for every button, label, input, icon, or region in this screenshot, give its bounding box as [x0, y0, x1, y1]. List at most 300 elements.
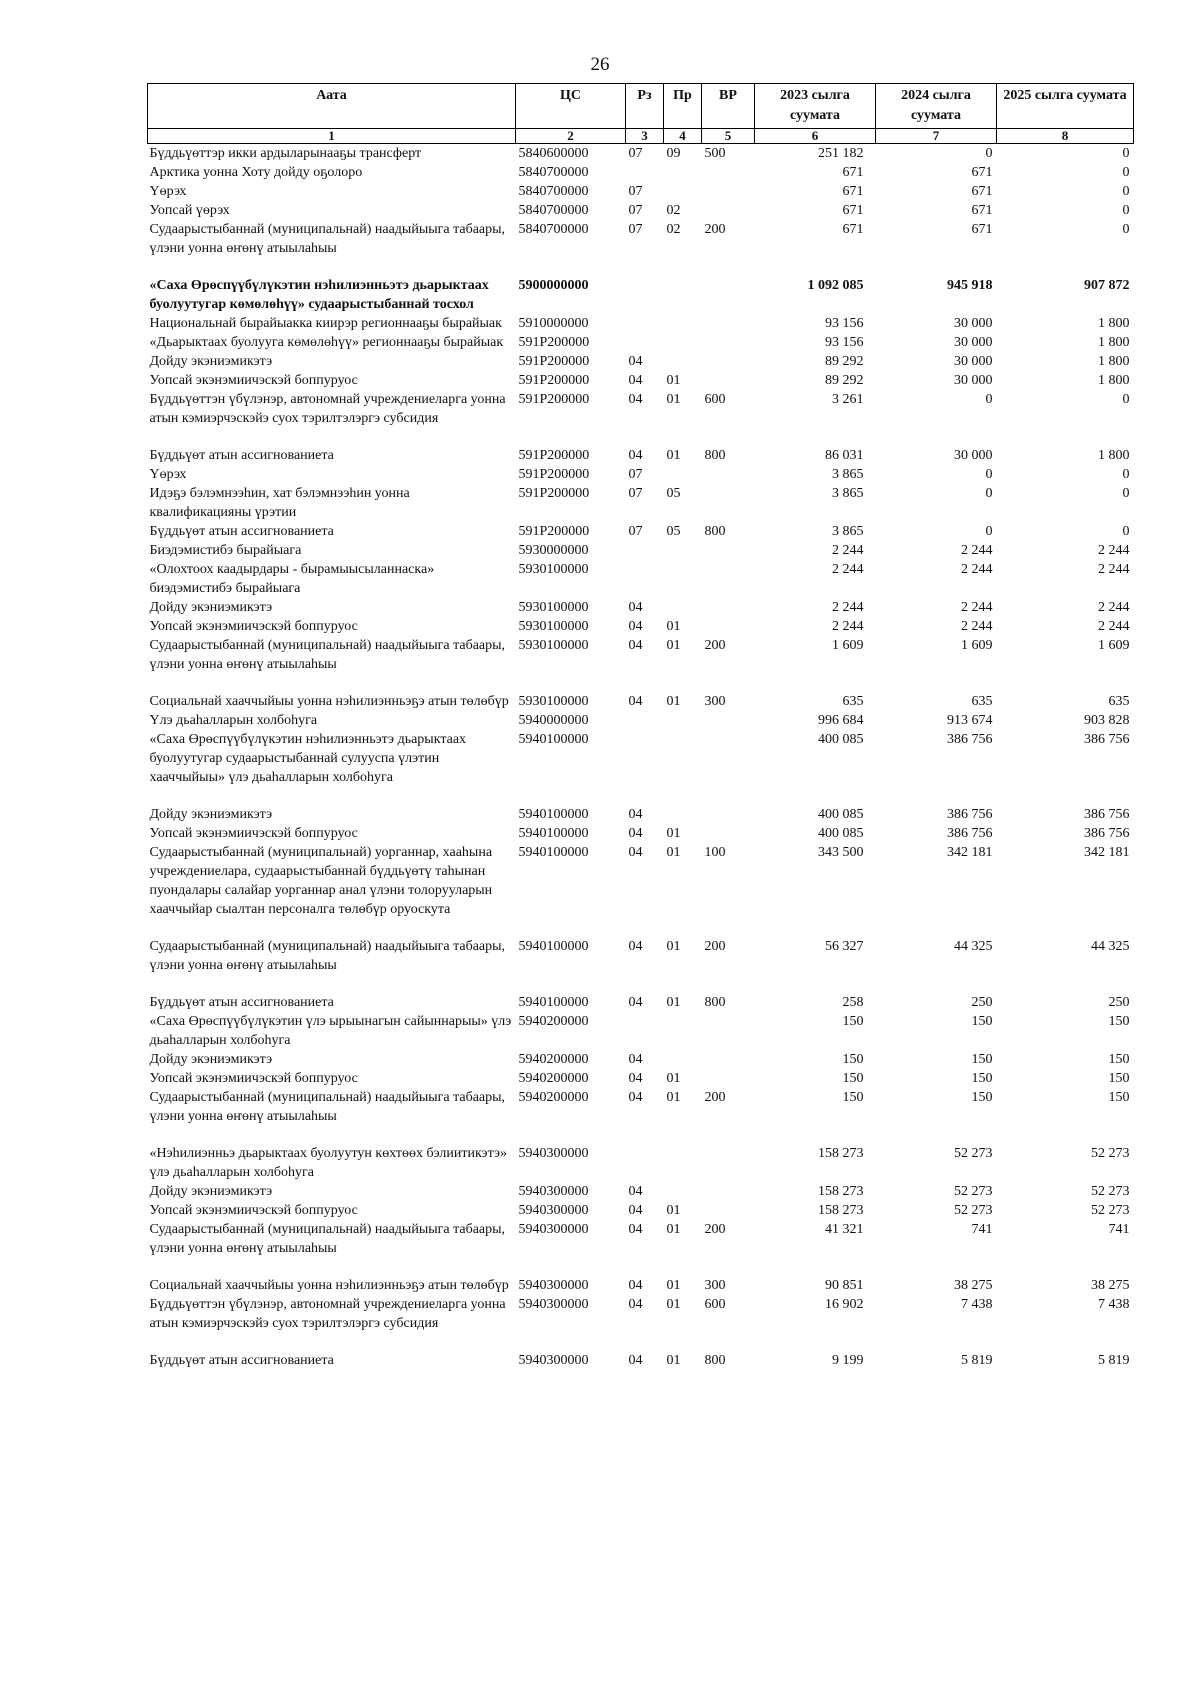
row-2025: 635	[1108, 694, 1130, 709]
row-name: «Саха Өрөспүүбүлүкэтин үлэ ырыынагын сайыннарыы» үлэ дьаһалларын холбоһуга	[149, 1014, 512, 1048]
row-2024: 0	[985, 524, 993, 539]
row-2024: 671	[971, 165, 993, 180]
row-2025: 150	[1108, 1052, 1130, 1067]
row-pr: 01	[666, 392, 681, 407]
row-2024: 250	[971, 995, 993, 1010]
row-rz: 04	[628, 1052, 643, 1067]
row-name: Уопсай үөрэх	[149, 203, 230, 218]
header-rz: Рз	[626, 84, 664, 129]
row-vr	[702, 465, 755, 484]
row-rz	[626, 541, 664, 560]
table-row	[148, 674, 1134, 711]
row-cs: 5940100000	[518, 732, 589, 747]
row-pr	[664, 333, 702, 352]
row-cs: 591P200000	[518, 467, 590, 482]
row-2023: 635	[842, 694, 864, 709]
row-2025: 386 756	[1084, 732, 1130, 747]
row-2025: 0	[1122, 146, 1130, 161]
row-rz: 04	[628, 1203, 643, 1218]
row-2023: 86 031	[825, 448, 864, 463]
row-name: Дойду экэниэмикэтэ	[149, 354, 273, 369]
row-vr: 500	[704, 146, 726, 161]
row-2024: 150	[971, 1071, 993, 1086]
table-row	[148, 975, 1134, 1012]
row-2024: 913 674	[947, 713, 993, 728]
row-rz: 07	[628, 222, 643, 237]
row-rz: 04	[628, 939, 643, 954]
row-cs: 5940300000	[518, 1297, 589, 1312]
row-2023: 400 085	[818, 807, 864, 822]
row-rz	[626, 258, 664, 314]
row-vr	[702, 1069, 755, 1088]
row-2024: 0	[985, 467, 993, 482]
table-row	[148, 258, 1134, 314]
row-rz: 04	[628, 1071, 643, 1086]
row-2023: 1 092 085	[807, 278, 864, 293]
row-rz	[626, 560, 664, 598]
row-2023: 89 292	[825, 373, 864, 388]
row-name: Уопсай экэнэмиичэскэй боппуруос	[149, 1203, 358, 1218]
row-pr: 01	[666, 1203, 681, 1218]
row-vr	[702, 352, 755, 371]
row-2024: 386 756	[947, 807, 993, 822]
row-2024: 150	[971, 1052, 993, 1067]
row-vr: 100	[704, 845, 726, 860]
row-2024: 671	[971, 203, 993, 218]
row-vr	[702, 824, 755, 843]
row-pr: 01	[666, 638, 681, 653]
row-cs: 5940300000	[518, 1184, 589, 1199]
table-row	[148, 220, 1134, 258]
row-vr	[702, 333, 755, 352]
table-row	[148, 428, 1134, 465]
row-2025: 44 325	[1091, 939, 1130, 954]
row-cs: 5840600000	[518, 146, 589, 161]
row-name: Судаарыстыбаннай (муниципальнай) наадыйыыга табаары, үлэни уонна өҥөнү атыылаһыы	[149, 638, 506, 672]
row-vr: 600	[704, 392, 726, 407]
row-2023: 3 865	[832, 524, 864, 539]
row-cs: 591P200000	[518, 448, 590, 463]
row-pr	[664, 787, 702, 824]
row-2023: 343 500	[818, 845, 864, 860]
row-rz: 04	[628, 826, 643, 841]
row-2023: 2 244	[832, 562, 864, 577]
row-rz: 07	[628, 184, 643, 199]
row-rz: 04	[628, 354, 643, 369]
table-row	[148, 919, 1134, 975]
row-2024: 386 756	[947, 732, 993, 747]
row-2024: 0	[985, 392, 993, 407]
row-vr	[702, 1201, 755, 1220]
colnum-6: 6	[755, 129, 876, 144]
table-row	[148, 522, 1134, 541]
row-vr	[702, 560, 755, 598]
row-2025: 52 273	[1091, 1184, 1130, 1199]
row-2024: 342 181	[947, 845, 993, 860]
row-name: Судаарыстыбаннай (муниципальнай) наадыйыыга табаары, үлэни уонна өҥөнү атыылаһыы	[149, 939, 506, 973]
colnum-3: 3	[626, 129, 664, 144]
table-row	[148, 484, 1134, 522]
row-vr	[702, 258, 755, 314]
row-pr: 01	[666, 1090, 681, 1105]
row-cs: 591P200000	[518, 354, 590, 369]
row-vr: 300	[704, 694, 726, 709]
row-pr	[664, 1050, 702, 1069]
row-name: Судаарыстыбаннай (муниципальнай) наадыйыыга табаары, үлэни уонна өҥөнү атыылаһыы	[149, 1090, 506, 1124]
row-name: Үөрэх	[149, 184, 187, 199]
colnum-4: 4	[664, 129, 702, 144]
header-2023: 2023 сылга суумата	[755, 84, 876, 129]
table-body	[148, 144, 1134, 1371]
table-row	[148, 371, 1134, 390]
row-name: Уопсай экэнэмиичэскэй боппуруос	[149, 826, 358, 841]
row-name: Дойду экэниэмикэтэ	[149, 807, 273, 822]
row-pr	[664, 352, 702, 371]
row-pr	[664, 711, 702, 730]
row-2025: 1 800	[1098, 335, 1130, 350]
row-pr	[664, 560, 702, 598]
row-cs: 5930100000	[518, 619, 589, 634]
row-name: Дойду экэниэмикэтэ	[149, 600, 273, 615]
colnum-2: 2	[516, 129, 626, 144]
row-2024: 52 273	[954, 1203, 993, 1218]
row-2024: 150	[971, 1014, 993, 1029]
row-cs: 5930000000	[518, 543, 589, 558]
row-pr	[664, 730, 702, 787]
row-vr	[702, 163, 755, 182]
header-2025: 2025 сылга суумата	[997, 84, 1134, 129]
row-name: Бүддьүөттэн үбүлэнэр, автономнай учреждениеларга уонна атын кэмиэрчэскэйэ суох тэрилтэлэргэ субсидия	[149, 392, 506, 426]
row-cs: 5940300000	[518, 1146, 589, 1161]
row-2023: 2 244	[832, 619, 864, 634]
row-2023: 41 321	[825, 1222, 864, 1237]
row-vr	[702, 711, 755, 730]
row-2024: 635	[971, 694, 993, 709]
table-row	[148, 1333, 1134, 1370]
row-cs: 5940000000	[518, 713, 589, 728]
row-2024: 2 244	[961, 562, 993, 577]
row-cs: 5840700000	[518, 203, 589, 218]
row-2025: 0	[1122, 203, 1130, 218]
row-cs: 5940300000	[518, 1203, 589, 1218]
row-2025: 38 275	[1091, 1278, 1130, 1293]
row-pr: 02	[666, 222, 681, 237]
table-row	[148, 787, 1134, 824]
row-rz: 07	[628, 146, 643, 161]
table-row	[148, 636, 1134, 674]
row-2025: 1 800	[1098, 448, 1130, 463]
row-rz: 07	[628, 486, 643, 501]
table-row	[148, 163, 1134, 182]
row-name: Үөрэх	[149, 467, 187, 482]
row-vr	[702, 314, 755, 333]
row-name: Уопсай экэнэмиичэскэй боппуруос	[149, 619, 358, 634]
row-cs: 5840700000	[518, 165, 589, 180]
header-name: Аата	[148, 84, 516, 129]
row-2025: 386 756	[1084, 826, 1130, 841]
row-2024: 30 000	[954, 335, 993, 350]
row-vr	[702, 1050, 755, 1069]
row-2025: 0	[1122, 165, 1130, 180]
row-rz: 04	[628, 807, 643, 822]
row-vr: 800	[704, 1353, 726, 1368]
row-2024: 52 273	[954, 1146, 993, 1161]
row-2023: 93 156	[825, 316, 864, 331]
row-2025: 2 244	[1098, 600, 1130, 615]
row-name: Дойду экэниэмикэтэ	[149, 1184, 273, 1199]
row-name: «Саха Өрөспүүбүлүкэтин нэһилиэнньэтэ дьарыктаах буолуутугар көмөлөһүү» судаарыстыбаннай тосхол	[149, 278, 489, 312]
row-pr: 01	[666, 1071, 681, 1086]
row-2025: 150	[1108, 1014, 1130, 1029]
row-vr: 800	[704, 448, 726, 463]
row-pr: 01	[666, 1222, 681, 1237]
row-2023: 671	[842, 222, 864, 237]
colnum-1: 1	[148, 129, 516, 144]
row-2023: 150	[842, 1090, 864, 1105]
row-cs: 5940300000	[518, 1353, 589, 1368]
row-2025: 0	[1122, 486, 1130, 501]
row-vr	[702, 182, 755, 201]
table-row	[148, 617, 1134, 636]
row-rz: 04	[628, 1090, 643, 1105]
row-pr	[664, 182, 702, 201]
row-cs: 5940300000	[518, 1222, 589, 1237]
table-row	[148, 390, 1134, 428]
header-row	[148, 84, 1134, 129]
row-cs: 591P200000	[518, 392, 590, 407]
row-2023: 2 244	[832, 600, 864, 615]
row-vr	[702, 201, 755, 220]
row-2023: 3 865	[832, 486, 864, 501]
row-2024: 0	[985, 146, 993, 161]
row-2023: 2 244	[832, 543, 864, 558]
row-cs: 5940100000	[518, 845, 589, 860]
row-2023: 3 261	[832, 392, 864, 407]
row-name: «Олохтоох каадырдары - бырамыысыланнаска» биэдэмистибэ бырайыага	[149, 562, 435, 596]
row-rz: 04	[628, 1353, 643, 1368]
row-name: «Саха Өрөспүүбүлүкэтин нэһилиэнньэтэ дьарыктаах буолуутугар судаарыстыбаннай сулууспа үлэтин хааччыйыы» үлэ дьаһалларын холбоһуга	[149, 732, 467, 785]
row-rz: 04	[628, 694, 643, 709]
table-row	[148, 1182, 1134, 1201]
row-2023: 671	[842, 184, 864, 199]
row-vr: 200	[704, 1222, 726, 1237]
row-2024: 150	[971, 1090, 993, 1105]
row-name: Идэҕэ бэлэмнээһин, хат бэлэмнээһин уонна квалификацияны үрэтии	[149, 486, 410, 520]
row-name: Арктика уонна Хоту дойду оҕолоро	[149, 165, 363, 180]
row-name: Бүддьүөт атын ассигнованиета	[149, 448, 334, 463]
row-rz: 04	[628, 995, 643, 1010]
row-vr: 200	[704, 222, 726, 237]
row-cs: 591P200000	[518, 373, 590, 388]
row-cs: 5930100000	[518, 638, 589, 653]
row-2025: 0	[1122, 524, 1130, 539]
row-2025: 2 244	[1098, 562, 1130, 577]
row-pr: 02	[666, 203, 681, 218]
row-name: Бүддьүөт атын ассигнованиета	[149, 995, 334, 1010]
row-2024: 671	[971, 184, 993, 199]
row-name: Бүддьүөттэр икки ардыларынааҕы трансферт	[149, 146, 422, 161]
row-name: Уопсай экэнэмиичэскэй боппуруос	[149, 1071, 358, 1086]
row-rz: 04	[628, 1278, 643, 1293]
row-2024: 30 000	[954, 373, 993, 388]
row-cs: 5940100000	[518, 807, 589, 822]
row-2023: 258	[842, 995, 864, 1010]
header-cs: ЦС	[516, 84, 626, 129]
row-cs: 5930100000	[518, 600, 589, 615]
table-row	[148, 1201, 1134, 1220]
row-2023: 158 273	[818, 1184, 864, 1199]
row-2025: 342 181	[1084, 845, 1130, 860]
row-pr: 05	[666, 486, 681, 501]
row-rz	[626, 730, 664, 787]
row-2025: 250	[1108, 995, 1130, 1010]
row-2023: 89 292	[825, 354, 864, 369]
row-2023: 158 273	[818, 1146, 864, 1161]
header-2024: 2024 сылга суумата	[876, 84, 997, 129]
row-cs: 5930100000	[518, 694, 589, 709]
table-row	[148, 843, 1134, 919]
row-pr: 01	[666, 373, 681, 388]
table-row	[148, 1012, 1134, 1050]
row-2024: 2 244	[961, 619, 993, 634]
row-2024: 945 918	[947, 278, 993, 293]
row-cs: 5940100000	[518, 939, 589, 954]
row-2024: 30 000	[954, 448, 993, 463]
row-name: Судаарыстыбаннай (муниципальнай) наадыйыыга табаары, үлэни уонна өҥөнү атыылаһыы	[149, 222, 506, 256]
row-rz: 07	[628, 524, 643, 539]
row-rz	[626, 314, 664, 333]
row-name: Бүддьүөттэн үбүлэнэр, автономнай учреждениеларга уонна атын кэмиэрчэскэйэ суох тэрилтэлэргэ субсидия	[149, 1297, 506, 1331]
row-pr: 05	[666, 524, 681, 539]
row-name: Уопсай экэнэмиичэскэй боппуруос	[149, 373, 358, 388]
colnum-8: 8	[997, 129, 1134, 144]
row-2024: 671	[971, 222, 993, 237]
row-2023: 671	[842, 203, 864, 218]
row-cs: 591P200000	[518, 486, 590, 501]
row-pr: 01	[666, 826, 681, 841]
row-rz: 04	[628, 373, 643, 388]
row-pr: 01	[666, 939, 681, 954]
page-number: 26	[590, 54, 610, 75]
row-2023: 251 182	[818, 146, 864, 161]
row-name: Үлэ дьаһалларын холбоһуга	[149, 713, 318, 728]
row-vr	[702, 598, 755, 617]
table-row	[148, 730, 1134, 787]
row-2025: 5 819	[1098, 1353, 1130, 1368]
row-vr: 200	[704, 638, 726, 653]
row-2023: 400 085	[818, 732, 864, 747]
row-pr: 01	[666, 995, 681, 1010]
row-2025: 741	[1108, 1222, 1130, 1237]
row-2024: 0	[985, 486, 993, 501]
row-rz: 07	[628, 203, 643, 218]
budget-table	[147, 83, 1134, 1370]
row-2023: 671	[842, 165, 864, 180]
row-2023: 150	[842, 1052, 864, 1067]
table-row	[148, 1220, 1134, 1258]
row-2025: 0	[1122, 467, 1130, 482]
row-cs: 5940200000	[518, 1014, 589, 1029]
row-name: Судаарыстыбаннай (муниципальнай) наадыйыыга табаары, үлэни уонна өҥөнү атыылаһыы	[149, 1222, 506, 1256]
colnum-5: 5	[702, 129, 755, 144]
row-2023: 56 327	[825, 939, 864, 954]
row-rz: 04	[628, 619, 643, 634]
row-pr: 01	[666, 619, 681, 634]
table-row	[148, 1050, 1134, 1069]
row-2023: 16 902	[825, 1297, 864, 1312]
row-2025: 1 800	[1098, 354, 1130, 369]
row-vr	[702, 1012, 755, 1050]
row-2025: 1 800	[1098, 316, 1130, 331]
row-rz	[626, 333, 664, 352]
row-rz: 04	[628, 600, 643, 615]
row-pr	[664, 1182, 702, 1201]
row-2025: 2 244	[1098, 619, 1130, 634]
row-pr	[664, 598, 702, 617]
row-pr	[664, 258, 702, 314]
row-pr	[664, 541, 702, 560]
row-2023: 150	[842, 1071, 864, 1086]
row-2025: 907 872	[1084, 278, 1130, 293]
row-2024: 44 325	[954, 939, 993, 954]
row-pr	[664, 1126, 702, 1182]
row-vr	[702, 787, 755, 824]
row-2024: 30 000	[954, 354, 993, 369]
row-2024: 2 244	[961, 543, 993, 558]
row-rz: 04	[628, 638, 643, 653]
row-rz: 04	[628, 1184, 643, 1199]
row-2023: 158 273	[818, 1203, 864, 1218]
row-rz	[626, 1126, 664, 1182]
row-2024: 386 756	[947, 826, 993, 841]
row-rz	[626, 711, 664, 730]
row-pr	[664, 163, 702, 182]
table-row	[148, 182, 1134, 201]
table-row	[148, 1088, 1134, 1126]
row-2024: 2 244	[961, 600, 993, 615]
row-2024: 5 819	[961, 1353, 993, 1368]
table-row	[148, 1295, 1134, 1333]
row-cs: 5910000000	[518, 316, 589, 331]
row-name: Социальнай хааччыйыы уонна нэһилиэнньэҕэ атын төлөбүр	[149, 1278, 509, 1293]
row-2024: 741	[971, 1222, 993, 1237]
row-name: Судаарыстыбаннай (муниципальнай) уорганнар, хааһына учреждениелара, судаарыстыбаннай бүддьүөтү таһынан пуондалары салайар уорганнар анал үлэни толорууларын хааччыйар сыалтан персоналга төлөбүр оруоскута	[149, 845, 493, 917]
row-2024: 7 438	[961, 1297, 993, 1312]
row-cs: 591P200000	[518, 524, 590, 539]
row-pr	[664, 1012, 702, 1050]
row-2025: 52 273	[1091, 1146, 1130, 1161]
row-vr	[702, 541, 755, 560]
row-rz: 04	[628, 1297, 643, 1312]
row-name: Национальнай бырайыакка киирэр регионнааҕы бырайыак	[149, 316, 502, 331]
row-cs: 5940200000	[518, 1071, 589, 1086]
row-name: Дойду экэниэмикэтэ	[149, 1052, 273, 1067]
row-vr: 300	[704, 1278, 726, 1293]
row-2025: 150	[1108, 1071, 1130, 1086]
table-row	[148, 333, 1134, 352]
table-row	[148, 711, 1134, 730]
row-rz: 04	[628, 392, 643, 407]
row-vr	[702, 1126, 755, 1182]
row-2025: 386 756	[1084, 807, 1130, 822]
row-vr: 200	[704, 1090, 726, 1105]
row-2023: 1 609	[832, 638, 864, 653]
row-pr: 01	[666, 448, 681, 463]
row-vr: 200	[704, 939, 726, 954]
row-2024: 30 000	[954, 316, 993, 331]
column-number-row	[148, 129, 1134, 144]
table-row	[148, 144, 1134, 164]
